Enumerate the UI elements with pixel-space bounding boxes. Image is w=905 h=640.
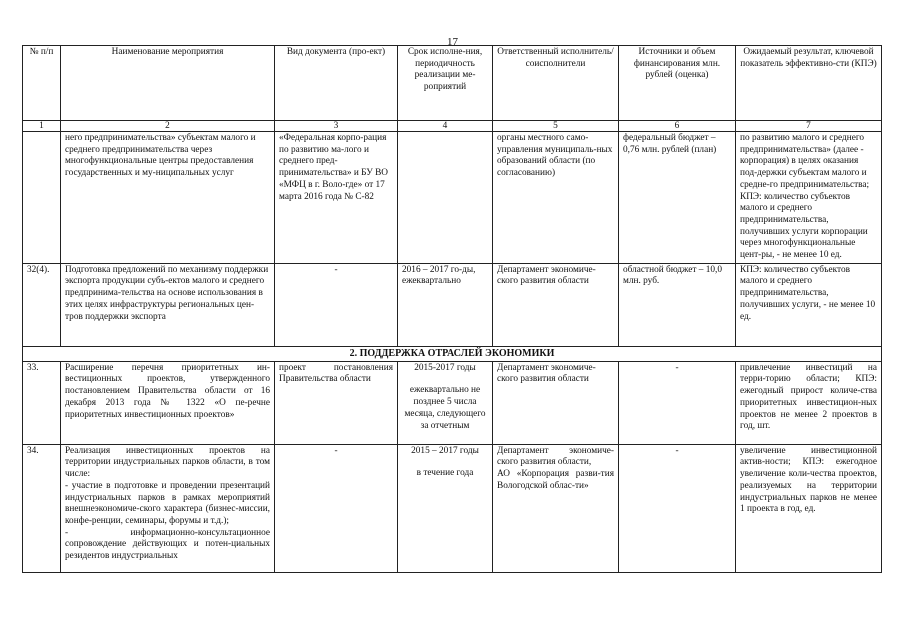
header-number: № п/п (23, 46, 61, 121)
header-term: Срок исполне-ния, периодичность реализации ме-роприятий (398, 46, 493, 121)
header-document: Вид документа (про-ект) (275, 46, 398, 121)
row-number: 32(4). (23, 263, 61, 346)
term (398, 361, 493, 444)
term-frequency: в течение года (416, 468, 474, 479)
column-number: 2 (61, 121, 275, 132)
financing: - (619, 361, 736, 444)
page-number: 17 (447, 36, 458, 48)
header-financing: Источники и объем финансирования млн. рублей (оценка) (619, 46, 736, 121)
term (398, 132, 493, 264)
row-number: 34. (23, 444, 61, 572)
section-row (23, 346, 882, 361)
responsible: органы местного само-управления муниципаль-ных образований области (по согласованию) (493, 132, 619, 264)
document-type: «Федеральная корпо-рация по развитию ма-лого и среднего пред-принимательства» и БУ ВО «МФЦ в г. Воло-где» от 17 марта 2016 года № С-82 (275, 132, 398, 264)
table-row (23, 444, 882, 572)
measures-table (22, 45, 882, 573)
measure-name-intro: Реализация инвестиционных проектов на территории индустриальных парков области, в том числе: (65, 445, 270, 480)
term-period: 2015-2017 годы (414, 362, 476, 373)
financing: областной бюджет – 10,0 млн. руб. (619, 263, 736, 346)
measure-name: него предпринимательства» субъектам малого и среднего предпринимательства через многофункциональные центры предоставления государственных и му-ниципальных услуг (61, 132, 275, 264)
responsible-co: АО «Корпорация разви-тия Вологодской облас-ти» (497, 469, 614, 491)
responsible (493, 444, 619, 572)
header-name: Наименование мероприятия (61, 46, 275, 121)
table-row (23, 361, 882, 444)
row-number: 33. (23, 361, 61, 444)
financing: федеральный бюджет – 0,76 млн. рублей (план) (619, 132, 736, 264)
result: увеличение инвестиционной актив-ности; КПЭ: ежегодное увеличение коли-чества проектов, реализуемых на территории индустриальных парков не менее 1 проекта в год, ед. (736, 444, 882, 572)
document-type: - (275, 263, 398, 346)
column-number: 1 (23, 121, 61, 132)
measure-name (61, 444, 275, 572)
term (398, 444, 493, 572)
column-number: 7 (736, 121, 882, 132)
measure-name: Расширение перечня приоритетных ин-вестиционных проектов, утвержденного постановлением Правительства области от 16 декабря 2013 года № 1322 «О пе-речне приоритетных инвестиционных проектов» (61, 361, 275, 444)
result: по развитию малого и среднего предпринимательства» (далее - корпорация) в целях оказания под-держки субъектам малого и средне-го предпринимательства; КПЭ: количество субъектов малого и среднего предпринимательства, получивших услуги корпорации через многофункциональные цент-ры, - не менее 10 ед. (736, 132, 882, 264)
column-number: 5 (493, 121, 619, 132)
header-responsible: Ответственный исполнитель/ соисполнители (493, 46, 619, 121)
header-row (23, 46, 882, 121)
column-number: 4 (398, 121, 493, 132)
row-number (23, 132, 61, 264)
responsible-primary: Департамент экономиче-ского развития области, (497, 445, 614, 468)
term: 2016 – 2017 го-ды, ежеквартально (398, 263, 493, 346)
measure-name: Подготовка предложений по механизму поддержки экспорта продукции субъ-ектов малого и среднего предпринима-тельства на основе использования в этих целях инфраструктуры региональных цен-тров поддержки экспорта (61, 263, 275, 346)
document-type: проект постановления Правительства области (275, 361, 398, 444)
header-result: Ожидаемый результат, ключевой показатель эффективно-сти (КПЭ) (736, 46, 882, 121)
result: привлечение инвестиций на терри-торию области; КПЭ: ежегодный прирост количе-ства приоритетных инвестицион-ных проектов не менее 2 проектов в год, шт. (736, 361, 882, 444)
document-type: - (275, 444, 398, 572)
measure-subitem: - участие в подготовке и проведении презентаций индустриальных парков в рамках мероприятий внешнеэкономиче-ского характера (бизнес-миссии, конфе-ренции, семинары, форумы и т.д.); (65, 480, 270, 526)
result: КПЭ: количество субъектов малого и среднего предпринимательства, получивших услуги, - не менее 10 ед. (736, 263, 882, 346)
measure-subitem: - информационно-консультационное сопровождение действующих и потен-циальных резидентов индустриальных (65, 527, 270, 562)
section-title: 2. ПОДДЕРЖКА ОТРАСЛЕЙ ЭКОНОМИКИ (23, 346, 882, 361)
term-frequency: ежеквартально не позднее 5 числа месяца, следующего за отчетным (404, 385, 486, 431)
column-number: 6 (619, 121, 736, 132)
table-row (23, 132, 882, 264)
column-number: 3 (275, 121, 398, 132)
term-period: 2015 – 2017 годы (411, 445, 479, 456)
responsible: Департамент экономиче-ского развития области (493, 263, 619, 346)
financing: - (619, 444, 736, 572)
column-number-row (23, 121, 882, 132)
responsible: Департамент экономиче-ского развития области (493, 361, 619, 444)
table-row (23, 263, 882, 346)
